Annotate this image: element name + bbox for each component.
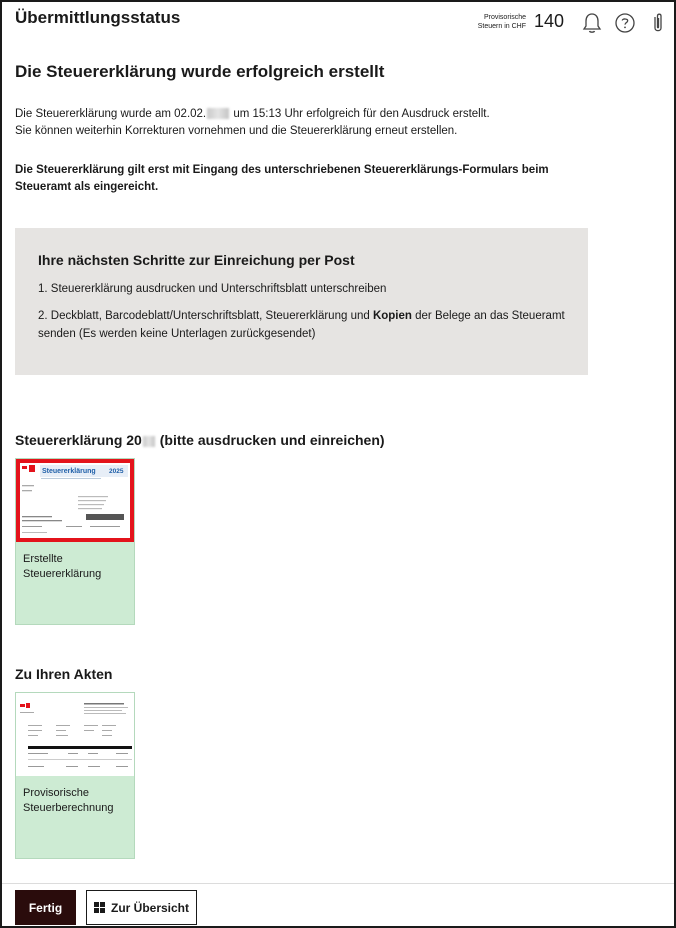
section1-title-suffix: (bitte ausdrucken und einreichen) — [155, 432, 385, 448]
header-bar — [2, 2, 674, 42]
provisional-tax-calculation-card[interactable] — [15, 692, 135, 859]
step-2 — [38, 307, 568, 343]
tax-calculation-thumbnail — [16, 693, 134, 776]
step-2-prefix: 2. Deckblatt, Barcodeblatt/Unterschriftsblatt, Steuererklärung und — [38, 310, 373, 322]
section-tax-return-title — [15, 432, 385, 448]
document-preview — [20, 463, 130, 538]
paperclip-icon[interactable] — [647, 11, 669, 35]
overview-button[interactable] — [86, 890, 197, 925]
page-title: Übermittlungsstatus — [15, 8, 181, 27]
help-icon[interactable] — [614, 11, 636, 35]
info-text-prefix: Die Steuererklärung wurde am 02.02. — [15, 108, 207, 120]
next-steps-box — [15, 228, 588, 375]
redacted-year-digits — [143, 436, 155, 447]
redacted-year — [207, 108, 229, 119]
bell-icon[interactable] — [581, 11, 603, 35]
section-records-title: Zu Ihren Akten — [15, 666, 113, 682]
tax-label-line1: Provisorische — [483, 14, 526, 21]
card-label — [23, 552, 128, 582]
thumb-heading: Steuererklärung — [42, 468, 96, 475]
section1-title-prefix: Steuererklärung 20 — [15, 432, 142, 448]
document-preview — [16, 693, 134, 776]
info-text-line2: Sie können weiterhin Korrekturen vornehmen und die Steuererklärung erneut erstellen. — [15, 125, 458, 137]
step-1: 1. Steuererklärung ausdrucken und Unterschriftsblatt unterschreiben — [38, 283, 387, 295]
card-label — [23, 786, 128, 816]
card-label-line2: Steuererklärung — [23, 568, 102, 580]
tax-label-line2: Steuern in CHF — [477, 23, 526, 30]
step-2-suffix: der Belege an das Steueramt senden (Es werden keine Unterlagen zurückgesendet) — [38, 310, 565, 340]
next-steps-title: Ihre nächsten Schritte zur Einreichung per Post — [38, 252, 355, 268]
card-label-line1: Provisorische — [23, 787, 90, 799]
provisional-tax-value[interactable]: 140 — [534, 11, 565, 31]
created-tax-return-card[interactable] — [15, 458, 135, 625]
grid-icon — [94, 902, 105, 913]
card-label-line2: Steuerberechnung — [23, 802, 114, 814]
submission-notice: Die Steuererklärung gilt erst mit Eingang des unterschriebenen Steuererklärungs-Formulars beim Steueramt als eingereicht. — [15, 164, 549, 193]
success-heading: Die Steuererklärung wurde erfolgreich erstellt — [15, 62, 385, 81]
thumb-year: 2025 — [109, 468, 124, 475]
card-label-line1: Erstellte — [23, 553, 63, 565]
tax-return-thumbnail — [16, 459, 134, 542]
overview-button-label: Zur Übersicht — [110, 900, 189, 915]
footer-divider — [2, 883, 674, 884]
done-button[interactable]: Fertig — [15, 890, 76, 925]
info-text-suffix: um 15:13 Uhr erfolgreich für den Ausdruck erstellt. — [230, 108, 490, 120]
provisional-tax-label — [470, 13, 526, 31]
info-text — [15, 106, 595, 140]
step-2-bold: Kopien — [372, 310, 412, 322]
